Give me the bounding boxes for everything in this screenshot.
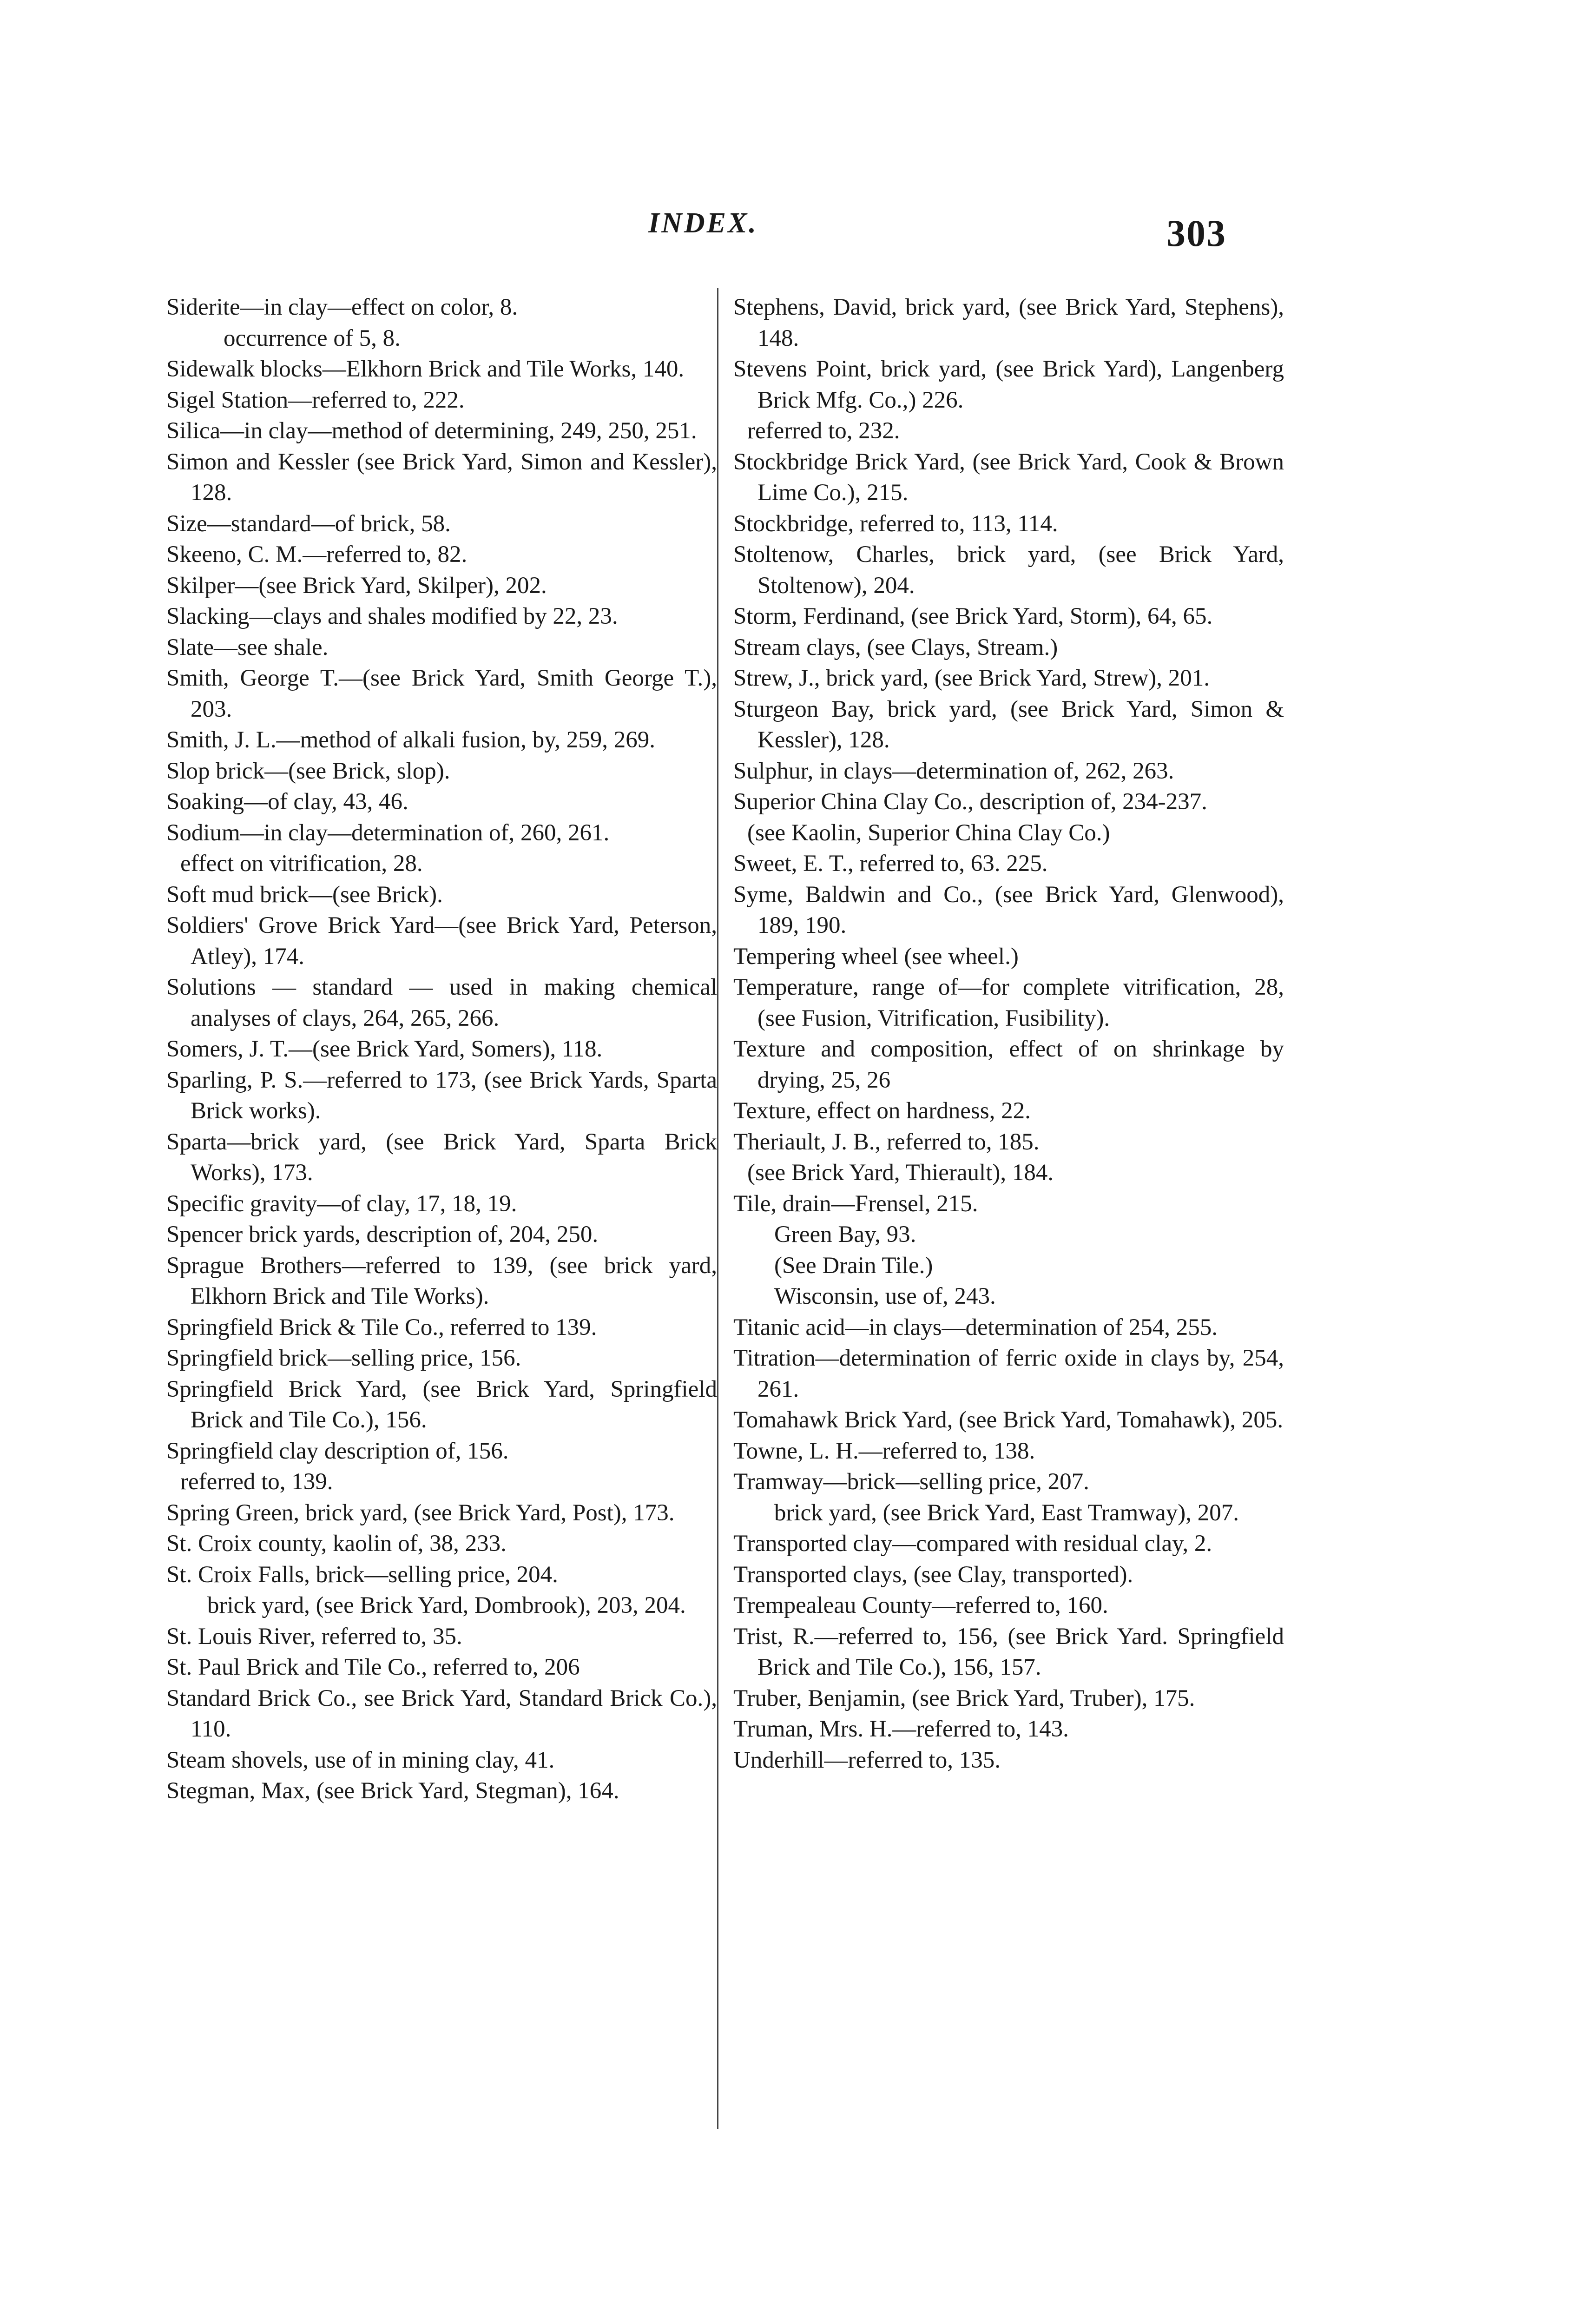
index-entry: Green Bay, 93. — [774, 1221, 916, 1248]
index-entry: Texture and composition, effect of on shrinkage by drying, 25, 26 — [733, 1036, 1284, 1093]
index-entry: (see Brick Yard, Thierault), 184. — [747, 1160, 1054, 1186]
index-entry: Tile, drain—Frensel, 215. — [733, 1190, 978, 1217]
page-header — [0, 198, 1574, 263]
index-entry: Temperature, range of—for complete vitrification, 28, (see Fusion, Vitrification, Fusibility). — [733, 974, 1284, 1031]
page-number: 303 — [1166, 212, 1226, 254]
index-entry: Slacking—clays and shales modified by 22, 23. — [166, 603, 618, 629]
index-entry: Skeeno, C. M.—referred to, 82. — [166, 541, 468, 568]
index-entry: Spencer brick yards, description of, 204, 250. — [166, 1221, 599, 1248]
index-entry: Sidewalk blocks—Elkhorn Brick and Tile Works, 140. — [166, 356, 685, 382]
running-title: INDEX. — [648, 207, 758, 239]
index-entry: Siderite—in clay—effect on color, 8. — [166, 294, 518, 320]
index-entry: Sturgeon Bay, brick yard, (see Brick Yard, Simon & Kessler), 128. — [733, 696, 1284, 753]
index-entry: Size—standard—of brick, 58. — [166, 510, 451, 537]
index-entry: Specific gravity—of clay, 17, 18, 19. — [166, 1190, 517, 1217]
index-entry: St. Croix Falls, brick—selling price, 204. — [166, 1561, 558, 1588]
index-entry: Soft mud brick—(see Brick). — [166, 881, 443, 908]
index-entry: Springfield brick—selling price, 156. — [166, 1345, 521, 1371]
column-divider — [717, 288, 718, 2129]
index-entry: Stephens, David, brick yard, (see Brick Yard, Stephens), 148. — [733, 294, 1284, 351]
index-entry: Texture, effect on hardness, 22. — [733, 1098, 1031, 1124]
index-entry: Stegman, Max, (see Brick Yard, Stegman), 164. — [166, 1778, 619, 1804]
index-entry: St. Paul Brick and Tile Co., referred to, 206 — [166, 1654, 580, 1680]
index-entry: Stockbridge, referred to, 113, 114. — [733, 510, 1058, 537]
index-entry: Superior China Clay Co., description of, 234-237. — [733, 789, 1207, 815]
index-entry: Truber, Benjamin, (see Brick Yard, Truber), 175. — [733, 1685, 1195, 1711]
index-entry: Underhill—referred to, 135. — [733, 1747, 1001, 1773]
index-entry: Solutions — standard — used in making chemical analyses of clays, 264, 265, 266. — [166, 974, 717, 1031]
index-entry: Soaking—of clay, 43, 46. — [166, 789, 408, 815]
index-entry: Truman, Mrs. H.—referred to, 143. — [733, 1716, 1069, 1742]
index-entry: Strew, J., brick yard, (see Brick Yard, Strew), 201. — [733, 665, 1210, 691]
index-entry: Sulphur, in clays—determination of, 262, 263. — [733, 758, 1174, 784]
index-entry: Stream clays, (see Clays, Stream.) — [733, 634, 1058, 660]
index-entry: Syme, Baldwin and Co., (see Brick Yard, Glenwood), 189, 190. — [733, 881, 1284, 938]
index-entry: Somers, J. T.—(see Brick Yard, Somers), 118. — [166, 1036, 603, 1062]
index-entry: Transported clays, (see Clay, transported). — [733, 1561, 1133, 1588]
index-entry: Soldiers' Grove Brick Yard—(see Brick Yard, Peterson, Atley), 174. — [166, 912, 717, 970]
index-entry: Springfield clay description of, 156. — [166, 1438, 509, 1464]
index-entry: Skilper—(see Brick Yard, Skilper), 202. — [166, 572, 547, 599]
index-entry: Titration—determination of ferric oxide in clays by, 254, 261. — [733, 1345, 1284, 1402]
index-entry: occurrence of 5, 8. — [224, 325, 401, 351]
index-entry: brick yard, (see Brick Yard, Dombrook), 203, 204. — [207, 1592, 686, 1618]
index-entry: Sweet, E. T., referred to, 63. 225. — [733, 851, 1048, 877]
index-column-right — [733, 292, 1284, 1776]
index-entry: Titanic acid—in clays—determination of 254, 255. — [733, 1314, 1218, 1340]
index-entry: Simon and Kessler (see Brick Yard, Simon and Kessler), 128. — [166, 449, 717, 506]
index-column-left — [166, 292, 717, 1807]
index-entry: Sparling, P. S.—referred to 173, (see Brick Yards, Sparta Brick works). — [166, 1067, 717, 1124]
index-entry: Sigel Station—referred to, 222. — [166, 387, 465, 413]
index-entry: Wisconsin, use of, 243. — [774, 1283, 996, 1309]
index-entry: effect on vitrification, 28. — [180, 851, 423, 877]
index-entry: Trist, R.—referred to, 156, (see Brick Yard. Springfield Brick and Tile Co.), 156, 157. — [733, 1623, 1284, 1680]
index-entry: Springfield Brick Yard, (see Brick Yard, Springfield Brick and Tile Co.), 156. — [166, 1376, 717, 1433]
index-entry: Trempealeau County—referred to, 160. — [733, 1592, 1108, 1618]
index-entry: Steam shovels, use of in mining clay, 41. — [166, 1747, 555, 1773]
index-entry: Theriault, J. B., referred to, 185. — [733, 1129, 1040, 1155]
index-entry: Slop brick—(see Brick, slop). — [166, 758, 450, 784]
index-entry: Sodium—in clay—determination of, 260, 261. — [166, 819, 610, 846]
index-entry: Sparta—brick yard, (see Brick Yard, Sparta Brick Works), 173. — [166, 1129, 717, 1186]
index-entry: Stoltenow, Charles, brick yard, (see Brick Yard, Stoltenow), 204. — [733, 541, 1284, 599]
index-entry: Slate—see shale. — [166, 634, 329, 660]
index-entry: Sprague Brothers—referred to 139, (see brick yard, Elkhorn Brick and Tile Works). — [166, 1252, 717, 1309]
index-entry: referred to, 139. — [180, 1469, 333, 1495]
index-entry: Tomahawk Brick Yard, (see Brick Yard, Tomahawk), 205. — [733, 1407, 1284, 1433]
index-entry: St. Croix county, kaolin of, 38, 233. — [166, 1531, 507, 1557]
index-entry: Tramway—brick—selling price, 207. — [733, 1469, 1089, 1495]
index-entry: Tempering wheel (see wheel.) — [733, 943, 1019, 970]
index-entry: (See Drain Tile.) — [774, 1252, 933, 1279]
index-entry: Springfield Brick & Tile Co., referred to 139. — [166, 1314, 597, 1340]
index-entry: Smith, George T.—(see Brick Yard, Smith George T.), 203. — [166, 665, 717, 722]
index-entry: Towne, L. H.—referred to, 138. — [733, 1438, 1035, 1464]
index-entry: Smith, J. L.—method of alkali fusion, by, 259, 269. — [166, 727, 656, 753]
index-entry: referred to, 232. — [747, 418, 900, 444]
index-entry: Storm, Ferdinand, (see Brick Yard, Storm), 64, 65. — [733, 603, 1213, 629]
index-entry: Standard Brick Co., see Brick Yard, Standard Brick Co.), 110. — [166, 1685, 717, 1742]
index-entry: Silica—in clay—method of determining, 249, 250, 251. — [166, 418, 697, 444]
index-entry: (see Kaolin, Superior China Clay Co.) — [747, 819, 1110, 846]
index-entry: Transported clay—compared with residual clay, 2. — [733, 1531, 1212, 1557]
index-entry: Stevens Point, brick yard, (see Brick Yard), Langenberg Brick Mfg. Co.,) 226. — [733, 356, 1284, 413]
index-entry: Spring Green, brick yard, (see Brick Yard, Post), 173. — [166, 1499, 675, 1526]
index-entry: brick yard, (see Brick Yard, East Tramway), 207. — [774, 1499, 1239, 1526]
index-entry: St. Louis River, referred to, 35. — [166, 1623, 462, 1650]
index-entry: Stockbridge Brick Yard, (see Brick Yard, Cook & Brown Lime Co.), 215. — [733, 449, 1284, 506]
